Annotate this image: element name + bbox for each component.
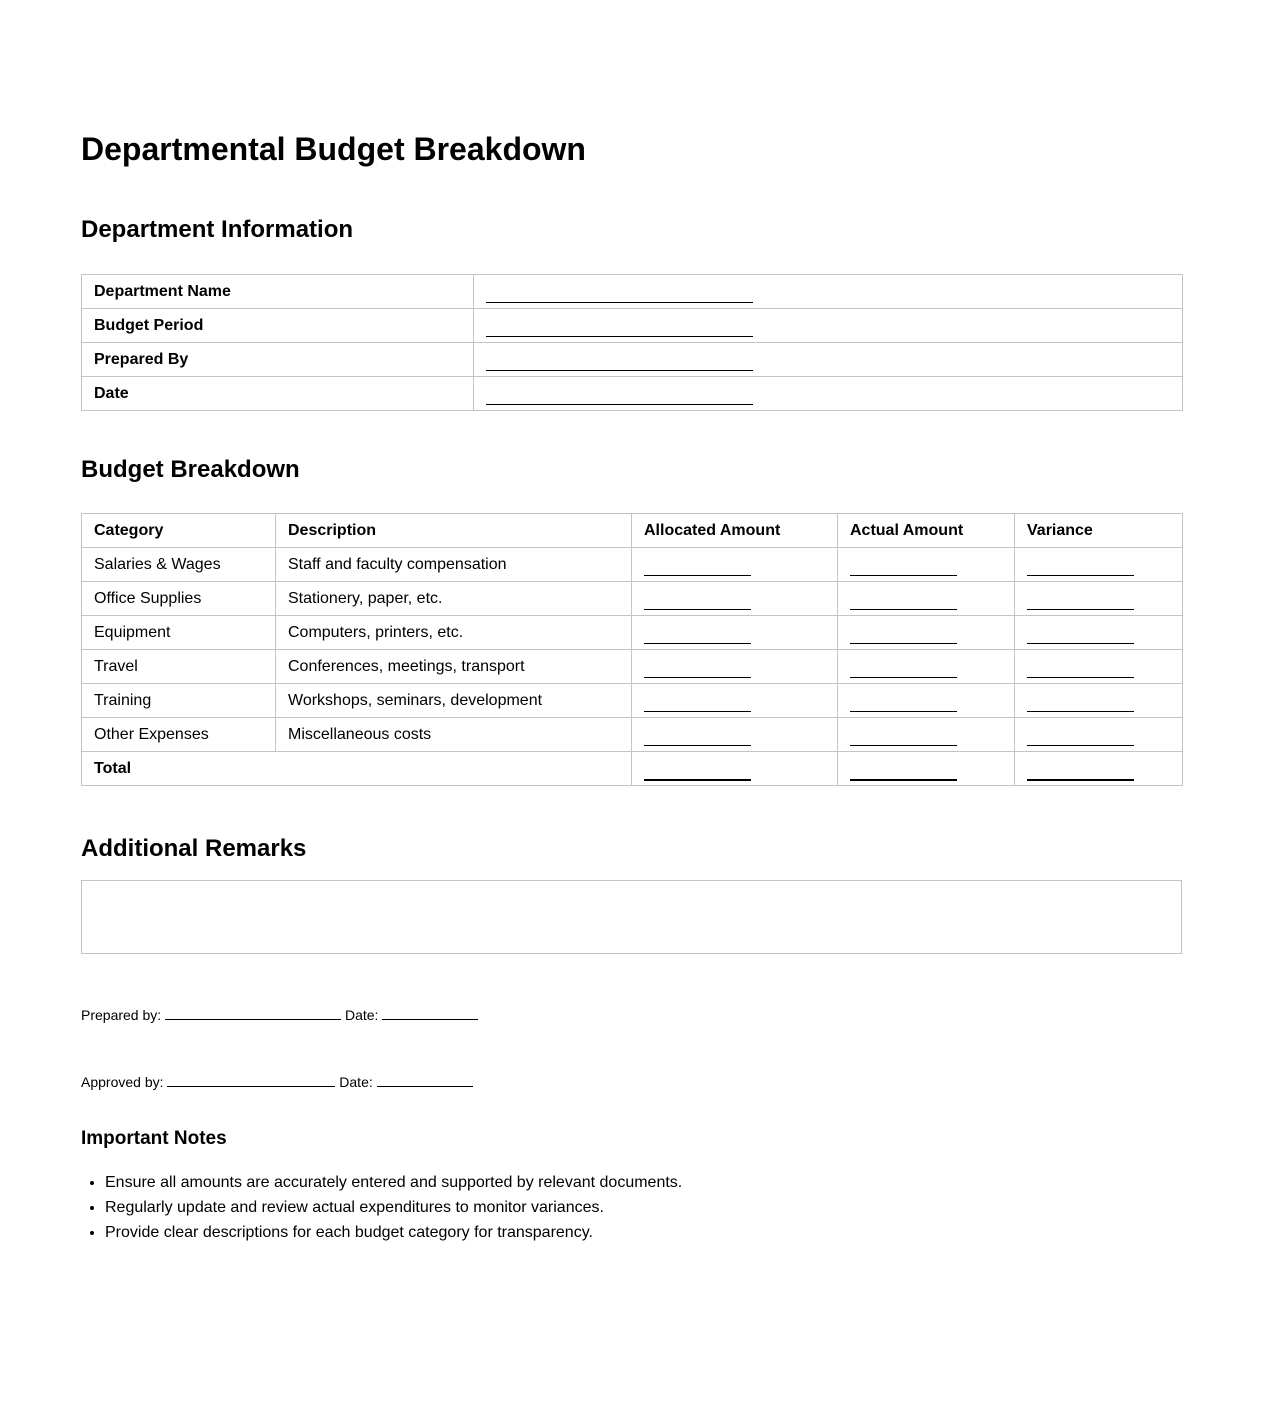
total-allocated-cell[interactable]	[632, 752, 838, 786]
allocated-blank[interactable]	[644, 695, 751, 712]
department-info-table	[81, 274, 1183, 411]
variance-blank[interactable]	[1027, 661, 1134, 678]
description-cell: Miscellaneous costs	[276, 718, 632, 752]
variance-blank[interactable]	[1027, 559, 1134, 576]
allocated-cell[interactable]	[632, 548, 838, 582]
table-row	[82, 684, 1183, 718]
category-cell: Office Supplies	[82, 582, 276, 616]
table-row	[82, 616, 1183, 650]
approved-by-signature-line	[81, 1072, 473, 1090]
prepared-by-row	[82, 343, 1183, 377]
variance-blank[interactable]	[1027, 593, 1134, 610]
column-header-actual: Actual Amount	[838, 514, 1015, 548]
allocated-cell[interactable]	[632, 616, 838, 650]
category-cell: Travel	[82, 650, 276, 684]
important-notes-heading: Important Notes	[81, 1128, 227, 1149]
column-header-allocated: Allocated Amount	[632, 514, 838, 548]
allocated-blank[interactable]	[644, 661, 751, 678]
department-name-field[interactable]	[474, 275, 1183, 309]
actual-cell[interactable]	[838, 548, 1015, 582]
variance-cell[interactable]	[1015, 718, 1183, 752]
total-variance-blank[interactable]	[1027, 763, 1134, 781]
description-cell: Computers, printers, etc.	[276, 616, 632, 650]
approved-date-label: Date:	[339, 1074, 373, 1090]
prepared-by-blank[interactable]	[486, 354, 753, 371]
allocated-cell[interactable]	[632, 650, 838, 684]
date-label: Date	[82, 377, 474, 411]
description-cell: Stationery, paper, etc.	[276, 582, 632, 616]
table-row	[82, 650, 1183, 684]
budget-period-blank[interactable]	[486, 320, 753, 337]
prepared-by-label: Prepared By	[82, 343, 474, 377]
variance-cell[interactable]	[1015, 616, 1183, 650]
actual-blank[interactable]	[850, 695, 957, 712]
table-row	[82, 718, 1183, 752]
column-header-variance: Variance	[1015, 514, 1183, 548]
actual-blank[interactable]	[850, 729, 957, 746]
additional-remarks-heading: Additional Remarks	[81, 835, 307, 862]
remarks-box[interactable]	[81, 880, 1182, 954]
budget-table	[81, 513, 1183, 786]
prepared-date-blank[interactable]	[382, 1005, 478, 1020]
department-name-blank[interactable]	[486, 286, 753, 303]
variance-cell[interactable]	[1015, 684, 1183, 718]
allocated-blank[interactable]	[644, 627, 751, 644]
description-cell: Workshops, seminars, development	[276, 684, 632, 718]
total-label: Total	[82, 752, 632, 786]
actual-cell[interactable]	[838, 684, 1015, 718]
actual-cell[interactable]	[838, 718, 1015, 752]
category-cell: Other Expenses	[82, 718, 276, 752]
total-variance-cell[interactable]	[1015, 752, 1183, 786]
allocated-cell[interactable]	[632, 582, 838, 616]
allocated-blank[interactable]	[644, 593, 751, 610]
description-cell: Staff and faculty compensation	[276, 548, 632, 582]
total-actual-blank[interactable]	[850, 763, 957, 781]
actual-cell[interactable]	[838, 582, 1015, 616]
approved-by-signature-blank[interactable]	[167, 1072, 335, 1087]
date-field[interactable]	[474, 377, 1183, 411]
actual-cell[interactable]	[838, 650, 1015, 684]
allocated-blank[interactable]	[644, 729, 751, 746]
department-info-heading: Department Information	[81, 216, 354, 243]
prepared-by-field[interactable]	[474, 343, 1183, 377]
approved-by-signature-label: Approved by:	[81, 1074, 164, 1090]
budget-header-row	[82, 514, 1183, 548]
budget-breakdown-heading: Budget Breakdown	[81, 456, 300, 483]
variance-cell[interactable]	[1015, 650, 1183, 684]
allocated-cell[interactable]	[632, 684, 838, 718]
total-allocated-blank[interactable]	[644, 763, 751, 781]
actual-cell[interactable]	[838, 616, 1015, 650]
prepared-date-label: Date:	[344, 1007, 379, 1023]
important-notes-list	[81, 1170, 682, 1245]
actual-blank[interactable]	[850, 593, 957, 610]
budget-period-row	[82, 309, 1183, 343]
table-row	[82, 582, 1183, 616]
prepared-by-signature-blank[interactable]	[165, 1005, 341, 1020]
variance-cell[interactable]	[1015, 582, 1183, 616]
column-header-description: Description	[276, 514, 632, 548]
variance-blank[interactable]	[1027, 627, 1134, 644]
department-name-label: Department Name	[82, 275, 474, 309]
date-blank[interactable]	[486, 388, 753, 405]
list-item: • Ensure all amounts are accurately entered and supported by relevant documents.	[105, 1170, 682, 1195]
actual-blank[interactable]	[850, 627, 957, 644]
budget-period-field[interactable]	[474, 309, 1183, 343]
table-row	[82, 548, 1183, 582]
variance-cell[interactable]	[1015, 548, 1183, 582]
list-item: • Provide clear descriptions for each budget category for transparency.	[105, 1220, 682, 1245]
total-row	[82, 752, 1183, 786]
department-name-row	[82, 275, 1183, 309]
list-item: • Regularly update and review actual expenditures to monitor variances.	[105, 1195, 682, 1220]
actual-blank[interactable]	[850, 559, 957, 576]
total-actual-cell[interactable]	[838, 752, 1015, 786]
column-header-category: Category	[82, 514, 276, 548]
category-cell: Equipment	[82, 616, 276, 650]
category-cell: Salaries & Wages	[82, 548, 276, 582]
variance-blank[interactable]	[1027, 695, 1134, 712]
prepared-by-signature-line	[81, 1005, 478, 1023]
allocated-cell[interactable]	[632, 718, 838, 752]
page-title: Departmental Budget Breakdown	[81, 131, 586, 167]
prepared-by-signature-label: Prepared by:	[81, 1007, 162, 1023]
actual-blank[interactable]	[850, 661, 957, 678]
date-row	[82, 377, 1183, 411]
allocated-blank[interactable]	[644, 559, 751, 576]
description-cell: Conferences, meetings, transport	[276, 650, 632, 684]
variance-blank[interactable]	[1027, 729, 1134, 746]
approved-date-blank[interactable]	[377, 1072, 473, 1087]
category-cell: Training	[82, 684, 276, 718]
budget-period-label: Budget Period	[82, 309, 474, 343]
